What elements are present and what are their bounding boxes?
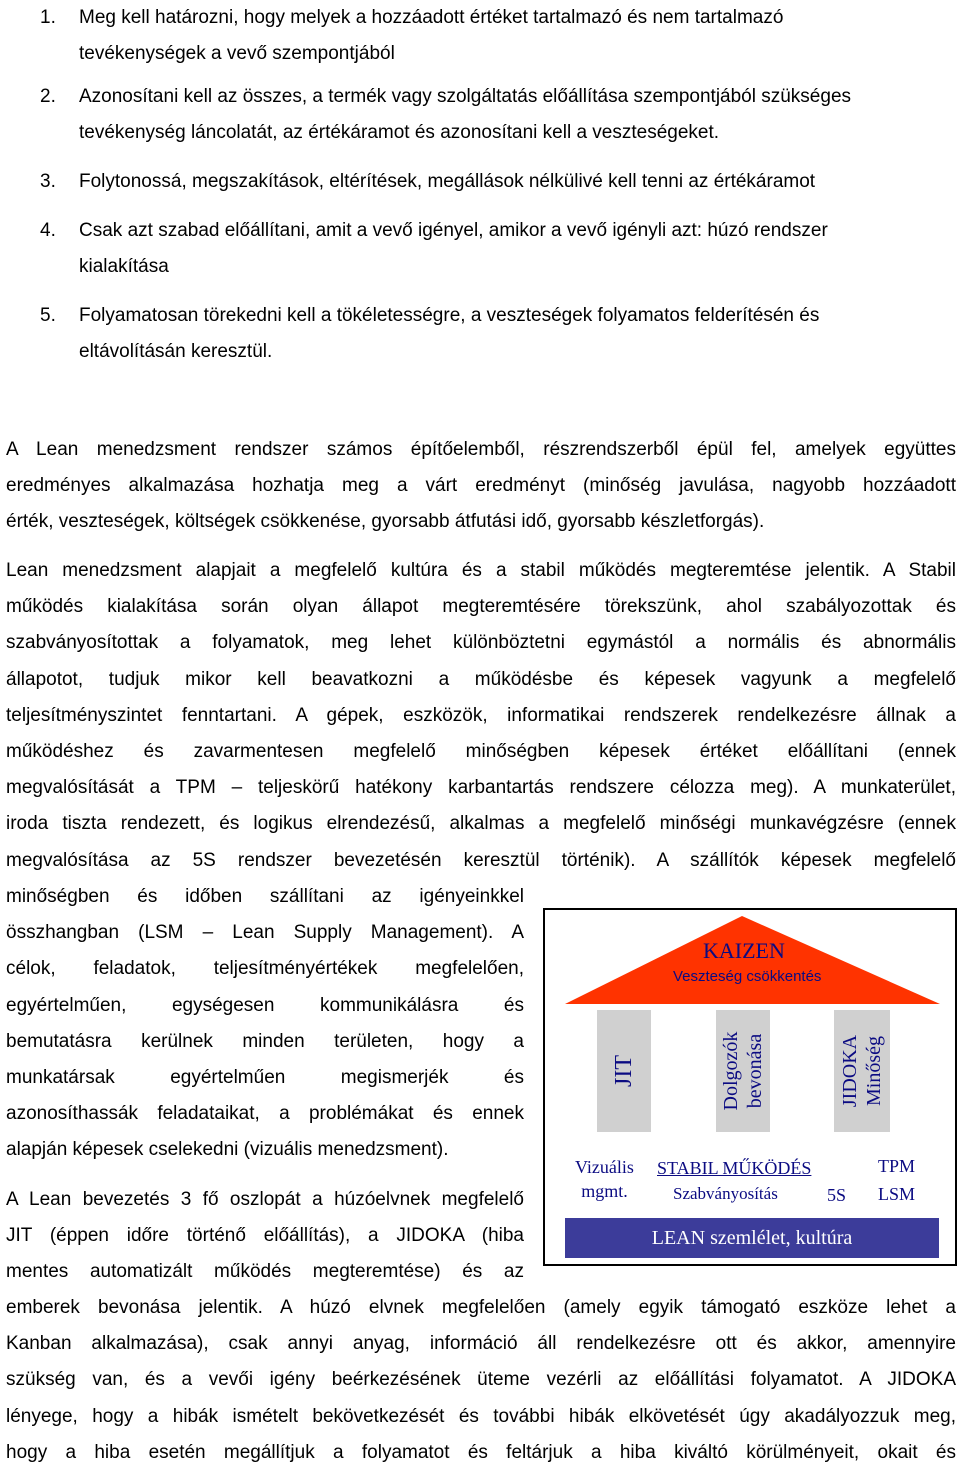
list-number: 5.: [40, 305, 56, 326]
roof-title: KAIZEN: [703, 938, 785, 963]
pillar-employees: Dolgozók bevonása: [716, 1010, 770, 1132]
paragraph-stable-operation-cont: minőségben és időben szállítani az igényeinkkel összhangban (LSM – Lean Supply Management). A célok, feladatok, teljesítményértékek megfelelően, egyértelműen, egységesen kommunikálásra és bemutatásra kerülnek minden területen, hogy a munkatársak egyértelműen megismerjék és azonosíthassák feladataikat, a problémákat és ennek alapján képesek cselekedni (vizuális menedzsment).: [6, 886, 524, 1161]
list-number: 2.: [40, 86, 56, 107]
pillar-jit: JIT: [597, 1010, 651, 1132]
list-number: 3.: [40, 171, 56, 192]
lsm-label: LSM: [878, 1184, 916, 1204]
tpm-label: TPM: [878, 1156, 916, 1176]
list-text: Csak azt szabad előállítani, amit a vevő igényel, amikor a vevő igényli azt: húzó rendszer kialakítása: [79, 220, 828, 277]
list-text: Folyamatosan törekedni kell a tökéletességre, a veszteségek folyamatos felderítésén és eltávolításán keresztül.: [79, 305, 820, 362]
list-text: Azonosítani kell az összes, a termék vagy szolgáltatás előállítása szempontjából szükséges tevékenység láncolatát, az értékáramot és azonosítani kell a veszteségeket.: [79, 86, 852, 143]
paragraph-intro: A Lean menedzsment rendszer számos építőelemből, részrendszerből épül fel, amelyek együttes eredményes alkalmazása hozhatja meg a várt eredményt (minőség javulása, nagyobb hozzáadott érték, veszteségek, költségek csökkenése, gyorsabb átfutási idő, gyorsabb készletforgás).: [6, 439, 956, 533]
stable-operation-label: STABIL MŰKÖDÉS: [657, 1158, 812, 1178]
list-text: Meg kell határozni, hogy melyek a hozzáadott értéket tartalmazó és nem tartalmazó tevékenységek a vevő szempontjából: [79, 7, 784, 64]
lean-house-diagram: [543, 908, 957, 1266]
list-number: 4.: [40, 220, 56, 241]
paragraph-pillars: A Lean bevezetés 3 fő oszlopát a húzóelvnek megfelelő JIT (éppen időre történő előállítás), a JIDOKA (hiba mentes automatizált működés megteremtése) és az: [6, 1189, 524, 1283]
5s-label: 5S: [827, 1185, 847, 1205]
paragraph-pillars-cont: emberek bevonása jelentik. A húzó elvnek megfelelően (amely egyik támogató eszköze lehet a Kanban alkalmazása), csak annyi anyag, információ áll rendelkezésre ott és akkor, amennyire szükség van, és a vevői igény beérkezésének üteme vezérli az előállítási folyamatot. A JIDOKA lényege, hogy a hibák ismételt bekövetkezését és további hibák elkövetését úgy akadályozzuk meg, hogy a hiba esetén megállítjuk a folyamatot és feltárjuk a hiba kiváltó körülményeit, okait és: [6, 1297, 956, 1463]
standardization-label: Szabványosítás: [673, 1184, 778, 1203]
list-text: Folytonossá, megszakítások, eltérítések, megállások nélkülivé kell tenni az értékáramot: [79, 171, 816, 192]
roof-subtitle: Veszteség csökkentés: [673, 968, 822, 985]
foundation-band: LEAN szemlélet, kultúra: [565, 1218, 939, 1258]
list-number: 1.: [40, 7, 56, 28]
paragraph-stable-operation: Lean menedzsment alapjait a megfelelő kultúra és a stabil működés megteremtése jelentik. A Stabil működés kialakítása során olyan állapot megteremtésére törekszünk, ahol szabályozottak és szabványosítottak a folyamatok, meg lehet különböztetni egymástól a normális és abnormális állapotot, tudjuk mikor kell beavatkozni a működésbe és képesek vagyunk a megfelelő teljesítményszintet fenntartani. A gépek, eszközök, informatikai rendszerek rendelkezésre állnak a működéshez és zavarmentesen megfelelő minőségben képesek értéket előállítani (ennek megvalósítását a TPM – teljeskörű hatékony karbantartás rendszere célozza meg). A munkaterület, iroda tiszta rendezett, és logikus elrendezésű, alkalmas a megfelelő minőségi munkavégzésre (ennek megvalósítása az 5S rendszer bevezetésén keresztül történik). A szállítók képesek megfelelő: [6, 560, 956, 871]
visual-mgmt-label: Vizuális mgmt.: [575, 1157, 634, 1201]
pillar-jidoka: JIDOKA Minőség: [834, 1010, 890, 1132]
